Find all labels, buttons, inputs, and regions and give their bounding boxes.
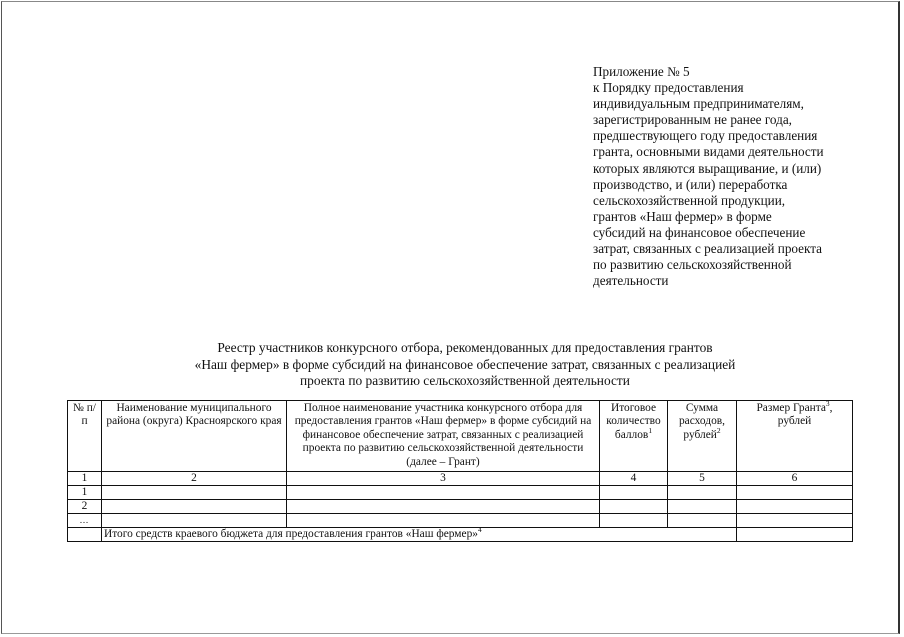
table-cell bbox=[668, 514, 737, 528]
table-cell bbox=[737, 486, 853, 500]
table-cell bbox=[737, 514, 853, 528]
title-line: Реестр участников конкурсного отбора, рекомендованных для предоставления грантов bbox=[217, 340, 713, 355]
appendix-line: грантов «Наш фермер» в форме bbox=[593, 208, 772, 224]
appendix-line: деятельности bbox=[593, 273, 669, 289]
table-cell bbox=[287, 486, 600, 500]
header-participant: Полное наименование участника конкурсного отбора для предоставления грантов «Наш фермер» в форме субсидий на финансовое обеспечение затрат, связанных с реализацией проекта по развитию сельскохозяйственной деятельности (далее – Грант) bbox=[287, 401, 600, 472]
table-cell bbox=[668, 500, 737, 514]
table-row bbox=[68, 500, 853, 514]
header-row bbox=[68, 401, 853, 472]
column-number: 3 bbox=[287, 472, 600, 486]
document-title bbox=[90, 340, 840, 390]
table-cell bbox=[600, 514, 668, 528]
appendix-line: сельскохозяйственной продукции, bbox=[593, 192, 786, 208]
header-score-text: Итоговое количество баллов bbox=[606, 402, 661, 441]
appendix-line: Приложение № 5 bbox=[593, 64, 690, 79]
total-label bbox=[102, 525, 737, 542]
appendix-line: по развитию сельскохозяйственной bbox=[593, 257, 792, 273]
header-grant-unit: , рублей bbox=[777, 402, 833, 428]
row-number: 2 bbox=[68, 500, 102, 514]
table-cell bbox=[68, 528, 102, 542]
total-label-text: Итого средств краевого бюджета для предоставления грантов «Наш фермер» bbox=[104, 528, 478, 541]
total-row bbox=[68, 528, 853, 542]
appendix-line: зарегистрированным не ранее года, bbox=[593, 112, 792, 128]
header-grant-text: Размер Гранта bbox=[756, 402, 826, 414]
appendix-line: индивидуальным предпринимателям, bbox=[593, 96, 804, 112]
table-cell bbox=[102, 486, 287, 500]
appendix-line: гранта, основными видами деятельности bbox=[593, 144, 824, 160]
footnote-marker: 1 bbox=[648, 425, 653, 435]
total-value bbox=[737, 528, 853, 542]
table-cell bbox=[102, 500, 287, 514]
table-cell bbox=[287, 500, 600, 514]
appendix-line: которых являются выращивание, и (или) bbox=[593, 160, 822, 176]
column-number: 4 bbox=[600, 472, 668, 486]
title-line: «Наш фермер» в форме субсидий на финансовое обеспечение затрат, связанных с реализацией bbox=[194, 356, 736, 372]
footnote-marker: 3 bbox=[825, 399, 830, 408]
column-number: 1 bbox=[68, 472, 102, 486]
footnote-marker: 2 bbox=[716, 425, 721, 435]
header-municipality: Наименование муниципального района (округа) Красноярского края bbox=[102, 401, 287, 472]
appendix-line: предшествующего году предоставления bbox=[593, 128, 818, 144]
header-num: № п/п bbox=[68, 401, 102, 472]
table-cell bbox=[737, 500, 853, 514]
row-number: 1 bbox=[68, 486, 102, 500]
appendix-line: производство, и (или) переработка bbox=[593, 176, 788, 192]
row-number: … bbox=[68, 514, 102, 528]
header-expenses-text: Сумма расходов, рублей bbox=[678, 402, 725, 441]
table-cell bbox=[287, 514, 600, 528]
column-number: 2 bbox=[102, 472, 287, 486]
appendix-block bbox=[593, 64, 863, 289]
table-cell bbox=[102, 514, 287, 528]
table-cell bbox=[600, 500, 668, 514]
appendix-line: субсидий на финансовое обеспечение bbox=[593, 224, 806, 240]
registry-table bbox=[67, 400, 853, 542]
column-number-row bbox=[68, 472, 853, 486]
footnote-marker: 4 bbox=[477, 525, 482, 535]
table-cell bbox=[600, 486, 668, 500]
column-number: 6 bbox=[737, 472, 853, 486]
column-number: 5 bbox=[668, 472, 737, 486]
title-line: проекта по развитию сельскохозяйственной деятельности bbox=[300, 373, 630, 389]
table-row bbox=[68, 514, 853, 528]
header-grant bbox=[737, 401, 853, 472]
table-row bbox=[68, 486, 853, 500]
appendix-line: затрат, связанных с реализацией проекта bbox=[593, 241, 823, 257]
appendix-line: к Порядку предоставления bbox=[593, 80, 744, 96]
header-score bbox=[600, 401, 668, 472]
header-expenses bbox=[668, 401, 737, 472]
table-cell bbox=[668, 486, 737, 500]
